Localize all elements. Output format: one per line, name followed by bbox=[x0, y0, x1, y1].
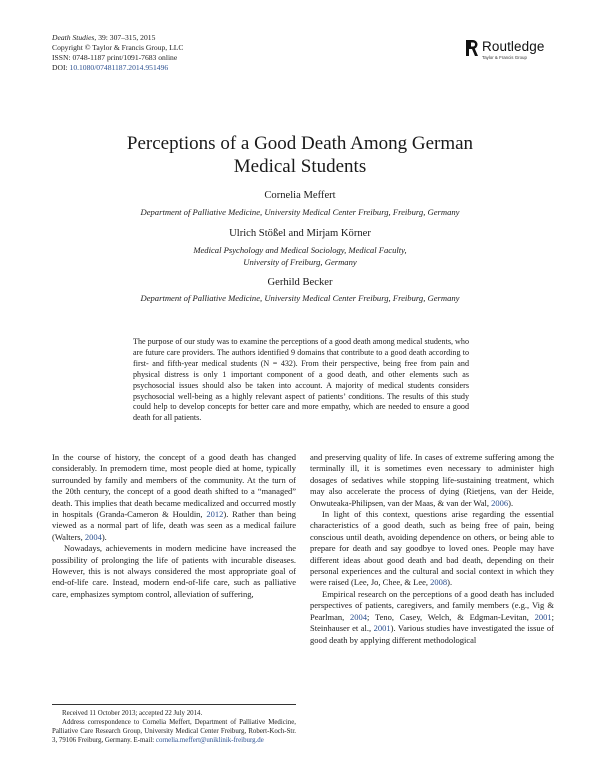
copyright-line: Copyright © Taylor & Francis Group, LLC bbox=[52, 43, 184, 52]
article-title bbox=[60, 132, 540, 178]
citation-link[interactable]: 2008 bbox=[430, 577, 448, 588]
affiliation-line: University of Freiburg, Germany bbox=[243, 256, 357, 267]
abstract: The purpose of our study was to examine the perceptions of a good death among medical students, who are future care providers. The authors identified 9 domains that contribute to a good death according to first- and fifth-year medical students (N = 432). From their perspective, being free from pain and physical distress is only 1 important component of a good death, and other elements such as psychosocial issues should also be taken into account. A majority of medical students considers psychosocial well-being as a highly relevant aspect of patients’ conditions. The results of this study could help to develop concepts for better care and more empathy, which are needed to ensure a good death for all patients. bbox=[133, 337, 469, 423]
correspondence: Address correspondence to Cornelia Meffert, Department of Palliative Medicine, Palliative Care Research Group, University Medical Center Freiburg, Robert-Koch-Str. 3, 79106 Freiburg, Germany. E-mail: cornelia.meffert@uniklinik-freiburg.de bbox=[52, 719, 296, 745]
author-names-1: Cornelia Meffert bbox=[264, 190, 336, 201]
body-column-right bbox=[310, 452, 554, 646]
journal-name: Death Studies bbox=[52, 33, 95, 42]
title-line-2: Medical Students bbox=[233, 156, 367, 177]
doi-link[interactable]: 10.1080/07481187.2014.951496 bbox=[69, 63, 169, 72]
issn-line: ISSN: 0748-1187 print/1091-7683 online bbox=[52, 53, 178, 62]
title-line-1: Perceptions of a Good Death Among German bbox=[126, 133, 474, 154]
doi-prefix: DOI: bbox=[52, 63, 70, 72]
doi-line bbox=[52, 63, 183, 73]
paragraph: In the course of history, the concept of a good death has changed considerably. In premodern time, most people died at home, typically surrounded by family and members of the community. At the turn of the 20th century, the concept of a good death shifted to a “managed” death. This implies that death became medicalized and occurred mostly in hospitals (Granda-Cameron & Houldin, 2012). Rather than being viewed as a normal part of life, death was seen as a medical failure (Walters, 2004). bbox=[52, 452, 296, 542]
citation-link[interactable]: 2001 bbox=[534, 611, 552, 622]
footnote-rule bbox=[52, 704, 296, 705]
citation-link[interactable]: 2006 bbox=[491, 497, 509, 508]
paragraph: and preserving quality of life. In cases of extreme suffering among the terminally ill, it is sometimes even necessary to administer high dosages of sedatives while stopping life-sustaining treatment, which may also accelerate the process of dying (Rietjens, van der Heide, Onwuteaka-Philipsen, van der Maas, & van der Wal, 2006). bbox=[310, 452, 554, 508]
author-affiliation-1 bbox=[40, 207, 560, 219]
journal-citation bbox=[52, 33, 183, 43]
citation-link[interactable]: 2012 bbox=[206, 509, 224, 520]
affiliation-line: Department of Palliative Medicine, University Medical Center Freiburg, Freiburg, Germany bbox=[140, 207, 460, 217]
paragraph: In light of this context, questions arise regarding the essential characteristics of a good death, such as being free of pain, being conscious until death, avoiding dependence on others, or being able to prepare for death and say goodbye to loved ones. People may have different ideas about good death and bad death, depending on their personal experiences and the cultural and social context in which they were raised (Lee, Jo, Chee, & Lee, 2008). bbox=[310, 509, 554, 588]
paragraph: Nowadays, achievements in modern medicine have increased the possibility of prolonging the life of patients with incurable diseases. However, this is not always considered the most appropriate goal of end-of-life care. Instead, modern end-of-life care, such as palliative care, emphasizes symptom control, alleviation of suffering, bbox=[52, 543, 296, 599]
citation-link[interactable]: 2001 bbox=[373, 623, 391, 634]
received-dates: Received 11 October 2013; accepted 22 July 2014. bbox=[62, 710, 203, 717]
footnote bbox=[52, 709, 296, 745]
author-names-2: Ulrich Stößel and Mirjam Körner bbox=[229, 228, 371, 239]
author-affiliation-2 bbox=[40, 245, 560, 268]
author-affiliation-3 bbox=[40, 293, 560, 305]
author-names-3: Gerhild Becker bbox=[267, 277, 333, 288]
volume-pages: , 39: 307–315, 2015 bbox=[94, 33, 156, 42]
publisher-name: Routledge bbox=[482, 39, 545, 54]
citation-link[interactable]: 2004 bbox=[84, 531, 102, 542]
routledge-mark-icon bbox=[466, 40, 478, 56]
publisher-tagline: Taylor & Francis Group bbox=[482, 55, 527, 60]
paragraph: Empirical research on the perceptions of a good death has included perspectives of patients, caregivers, and family members (e.g., Vig & Pearlman, 2004; Teno, Casey, Welch, & Edgman-Levitan, 2001; Steinhauser et al., 2001). Various studies have investigated the issue of good death by applying different methodological bbox=[310, 588, 554, 645]
affiliation-line: Department of Palliative Medicine, University Medical Center Freiburg, Freiburg, Germany bbox=[140, 293, 460, 303]
publisher-logo bbox=[466, 40, 566, 66]
body-column-left bbox=[52, 452, 296, 600]
email-link[interactable]: cornelia.meffert@uniklinik-freiburg.de bbox=[155, 737, 264, 745]
citation-link[interactable]: 2004 bbox=[350, 611, 368, 622]
journal-info bbox=[52, 33, 183, 73]
affiliation-line: Medical Psychology and Medical Sociology, Medical Faculty, bbox=[193, 245, 407, 255]
